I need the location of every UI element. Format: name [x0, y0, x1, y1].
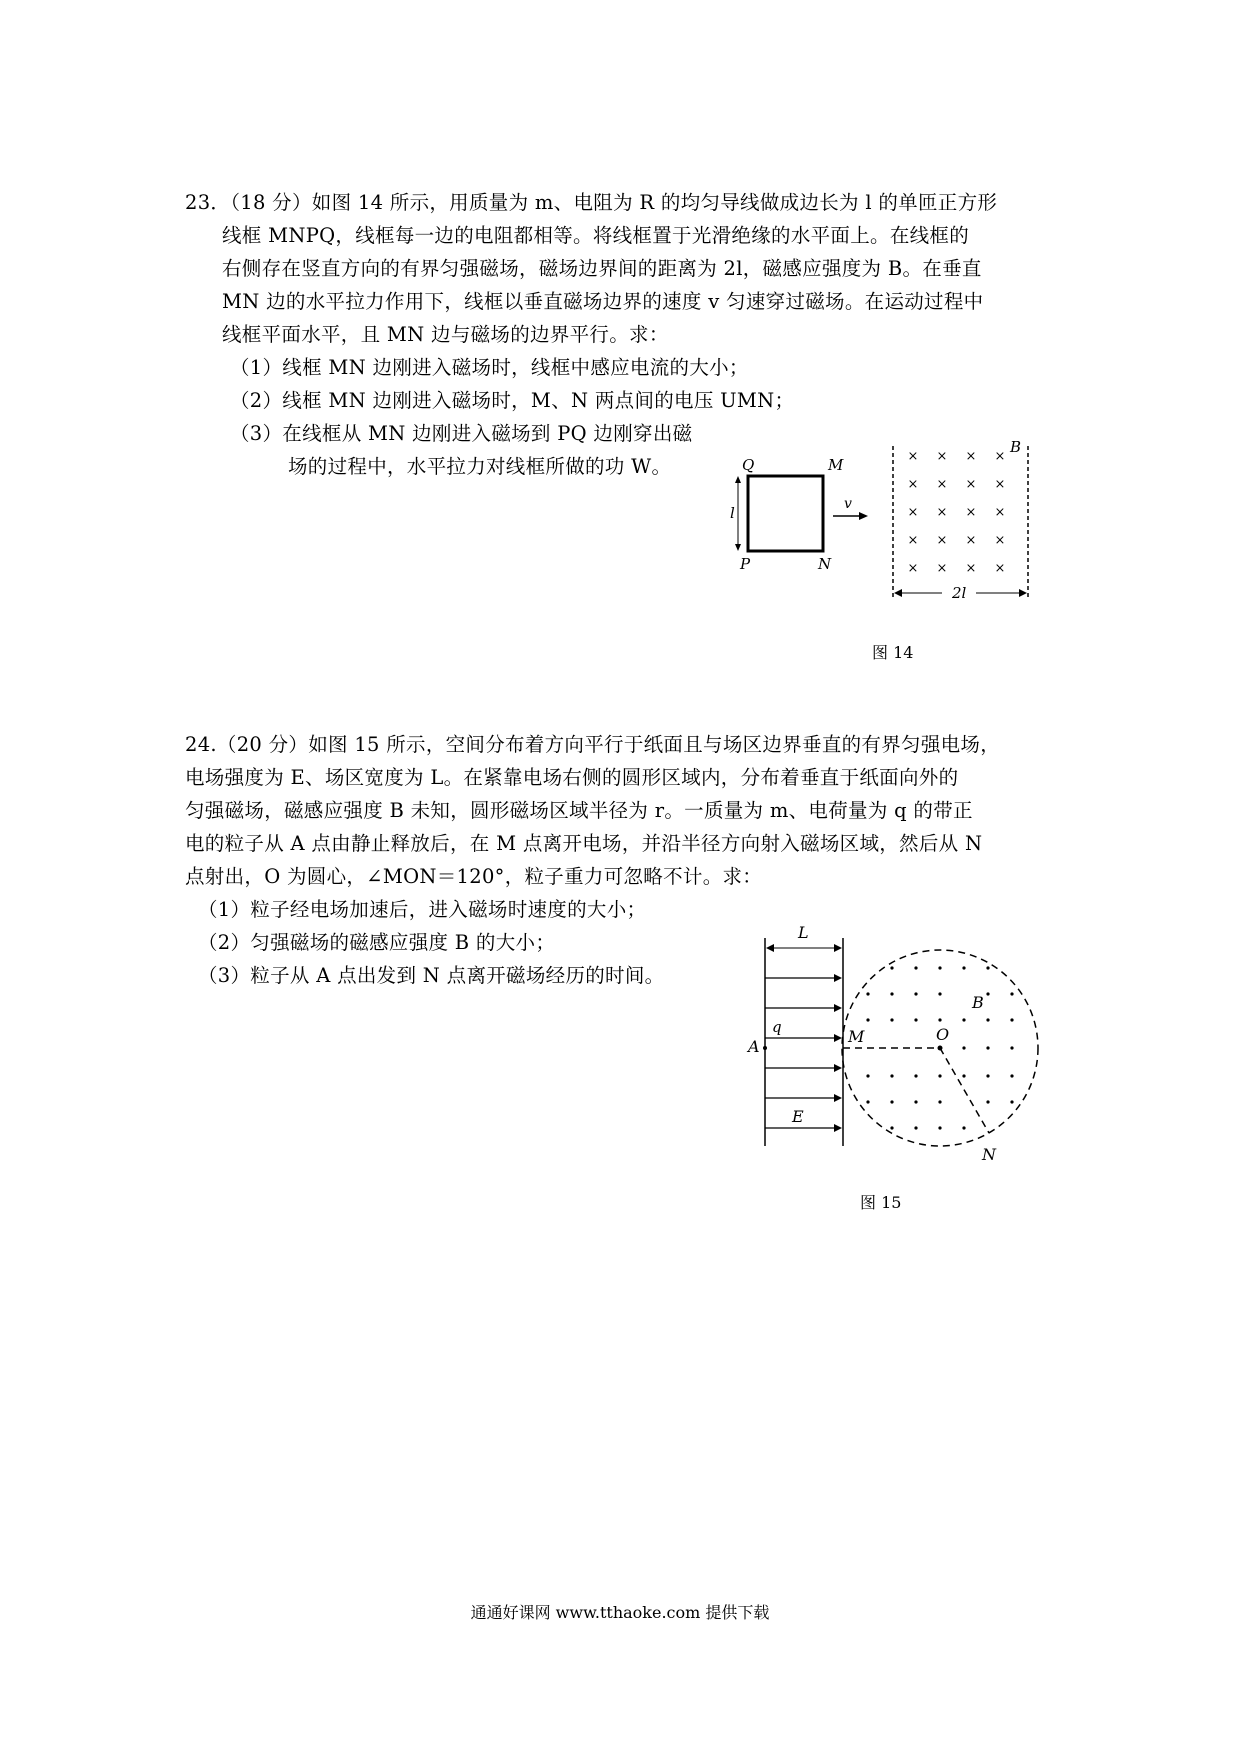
svg-text:×: × — [994, 505, 1006, 520]
svg-text:×: × — [907, 561, 919, 576]
q23-part-3: （3）在线框从 MN 边刚进入磁场到 PQ 边刚穿出磁 — [230, 422, 693, 445]
svg-text:×: × — [965, 505, 977, 520]
svg-text:×: × — [936, 449, 948, 464]
svg-text:×: × — [994, 561, 1006, 576]
center-o — [938, 1046, 943, 1051]
q23-line-4: MN 边的水平拉力作用下，线框以垂直磁场边界的速度 v 匀速穿过磁场。在运动过程中 — [222, 290, 984, 313]
svg-text:×: × — [936, 505, 948, 520]
q24-part-3: （3）粒子从 A 点出发到 N 点离开磁场经历的时间。 — [198, 964, 665, 987]
figure-15 — [740, 918, 1080, 1180]
q23-line-1: 23．（18 分）如图 14 所示，用质量为 m、电阻为 R 的均匀导线做成边长为 l 的单匝正方形 — [185, 191, 998, 214]
magnetic-field-crosses — [908, 449, 1006, 576]
radius-on — [940, 1048, 989, 1133]
figure-15-caption: 图 15 — [860, 1193, 902, 1212]
label-E: E — [792, 1107, 804, 1126]
label-2l: 2l — [952, 584, 967, 602]
figure-14 — [730, 438, 1060, 618]
page-footer: 通通好课网 www.tthaoke.com 提供下载 — [470, 1603, 770, 1622]
label-L: L — [798, 923, 809, 942]
label-l: l — [730, 504, 735, 522]
q23-line-5: 线框平面水平，且 MN 边与磁场的边界平行。求： — [222, 323, 669, 346]
svg-text:×: × — [907, 533, 919, 548]
q23-part-3-cont: 场的过程中，水平拉力对线框所做的功 W。 — [288, 455, 672, 478]
label-q: q — [772, 1018, 782, 1036]
svg-text:×: × — [994, 449, 1006, 464]
wire-frame-square — [748, 476, 823, 551]
svg-text:×: × — [936, 477, 948, 492]
svg-text:×: × — [936, 533, 948, 548]
label-B: B — [972, 993, 984, 1012]
label-N: N — [982, 1145, 996, 1164]
q24-line-1: 24.（20 分）如图 15 所示，空间分布着方向平行于纸面且与场区边界垂直的有界匀强电场， — [185, 733, 1001, 756]
label-M: M — [848, 1027, 865, 1046]
point-a — [763, 1046, 767, 1050]
svg-text:×: × — [994, 477, 1006, 492]
q23-line-2: 线框 MNPQ，线框每一边的电阻都相等。将线框置于光滑绝缘的水平面上。在线框的 — [222, 224, 970, 247]
svg-text:×: × — [965, 561, 977, 576]
q24-part-1: （1）粒子经电场加速后，进入磁场时速度的大小； — [198, 898, 647, 921]
label-O: O — [936, 1025, 950, 1044]
svg-text:×: × — [965, 449, 977, 464]
q23-part-1: （1）线框 MN 边刚进入磁场时，线框中感应电流的大小； — [230, 356, 749, 379]
q24-line-4: 电的粒子从 A 点由静止释放后，在 M 点离开电场，并沿半径方向射入磁场区域，然后从 N — [185, 832, 983, 855]
svg-text:×: × — [965, 477, 977, 492]
q24-part-2: （2）匀强磁场的磁感应强度 B 的大小； — [198, 931, 556, 954]
label-b: B — [1010, 438, 1022, 456]
q24-line-2: 电场强度为 E、场区宽度为 L。在紧靠电场右侧的圆形区域内，分布着垂直于纸面向外的 — [185, 766, 959, 789]
q24-line-5: 点射出，O 为圆心，∠MON＝120°，粒子重力可忽略不计。求： — [185, 865, 763, 888]
figure-14-caption: 图 14 — [872, 643, 914, 662]
svg-text:×: × — [907, 477, 919, 492]
svg-text:×: × — [936, 561, 948, 576]
q23-line-3: 右侧存在竖直方向的有界匀强磁场，磁场边界间的距离为 2l，磁感应强度为 B。在垂直 — [222, 257, 982, 280]
svg-text:×: × — [907, 505, 919, 520]
label-A: A — [748, 1037, 760, 1056]
svg-text:×: × — [907, 449, 919, 464]
svg-text:×: × — [994, 533, 1006, 548]
label-n: N — [818, 555, 832, 573]
label-v: v — [844, 496, 852, 512]
q24-line-3: 匀强磁场，磁感应强度 B 未知，圆形磁场区域半径为 r。一质量为 m、电荷量为 q 的带正 — [185, 799, 973, 822]
svg-text:×: × — [965, 533, 977, 548]
label-q: Q — [742, 456, 755, 474]
label-m: M — [828, 456, 844, 474]
label-p: P — [740, 555, 751, 573]
q23-part-2: （2）线框 MN 边刚进入磁场时，M、N 两点间的电压 UMN； — [230, 389, 795, 412]
